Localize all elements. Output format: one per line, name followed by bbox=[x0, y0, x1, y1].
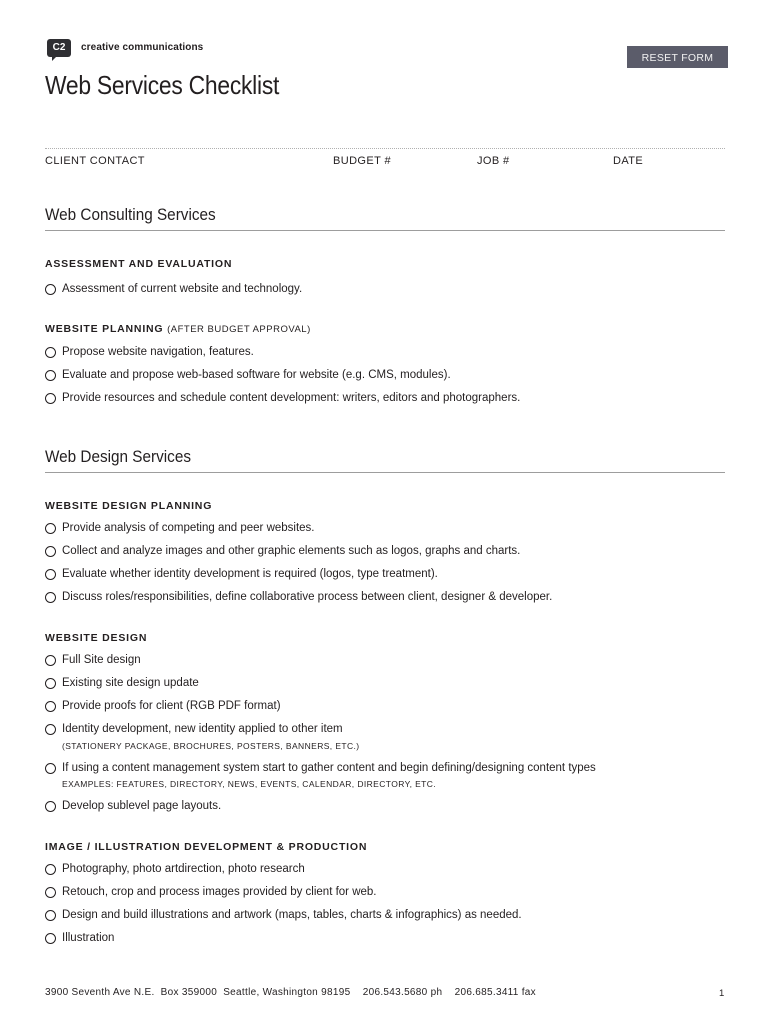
checklist-item bbox=[45, 762, 596, 774]
checklist-item bbox=[45, 863, 305, 875]
item-label: Collect and analyze images and other graphic elements such as logos, graphs and charts. bbox=[62, 545, 521, 557]
design-planning-heading: WEBSITE DESIGN PLANNING bbox=[45, 500, 213, 512]
checklist-item bbox=[45, 591, 552, 603]
radio-button[interactable] bbox=[45, 887, 56, 898]
item-label: Develop sublevel page layouts. bbox=[62, 800, 222, 812]
section-rule bbox=[45, 472, 725, 473]
website-planning-note: (AFTER BUDGET APPROVAL) bbox=[167, 324, 311, 335]
cms-note: EXAMPLES: FEATURES, DIRECTORY, NEWS, EVENTS, CALENDAR, DIRECTORY, ETC. bbox=[62, 779, 437, 789]
item-label: If using a content management system start to gather content and begin defining/designing content types bbox=[62, 762, 596, 774]
checklist-item bbox=[45, 346, 254, 358]
item-label: Evaluate whether identity development is required (logos, type treatment). bbox=[62, 568, 438, 580]
design-section-title: Web Design Services bbox=[45, 447, 191, 466]
radio-button[interactable] bbox=[45, 284, 56, 295]
consulting-section-title: Web Consulting Services bbox=[45, 205, 216, 224]
field-divider bbox=[45, 148, 725, 149]
client-contact-field[interactable]: CLIENT CONTACT bbox=[45, 155, 145, 167]
radio-button[interactable] bbox=[45, 546, 56, 557]
item-label: Evaluate and propose web-based software for website (e.g. CMS, modules). bbox=[62, 369, 451, 381]
radio-button[interactable] bbox=[45, 655, 56, 666]
brand-name: creative communications bbox=[81, 42, 204, 53]
radio-button[interactable] bbox=[45, 801, 56, 812]
radio-button[interactable] bbox=[45, 678, 56, 689]
item-label: Provide resources and schedule content development: writers, editors and photographers. bbox=[62, 392, 521, 404]
date-field[interactable]: DATE bbox=[613, 155, 644, 167]
checklist-item bbox=[45, 522, 315, 534]
item-label: Propose website navigation, features. bbox=[62, 346, 254, 358]
reset-form-button[interactable]: RESET FORM bbox=[627, 46, 728, 68]
checklist-item bbox=[45, 283, 302, 295]
page-title: Web Services Checklist bbox=[45, 70, 280, 100]
item-label: Provide proofs for client (RGB PDF format) bbox=[62, 700, 281, 712]
radio-button[interactable] bbox=[45, 864, 56, 875]
checklist-item bbox=[45, 886, 377, 898]
checklist-item bbox=[45, 568, 438, 580]
radio-button[interactable] bbox=[45, 347, 56, 358]
page-number: 1 bbox=[719, 988, 725, 999]
radio-button[interactable] bbox=[45, 910, 56, 921]
item-label: Retouch, crop and process images provided by client for web. bbox=[62, 886, 377, 898]
radio-button[interactable] bbox=[45, 393, 56, 404]
footer-address: 3900 Seventh Ave N.E. Box 359000 Seattle, Washington 98195 206.543.5680 ph 206.685.3411 fax bbox=[45, 987, 536, 998]
radio-button[interactable] bbox=[45, 701, 56, 712]
assessment-heading: ASSESSMENT AND EVALUATION bbox=[45, 258, 233, 270]
identity-note: (STATIONERY PACKAGE, BROCHURES, POSTERS, BANNERS, ETC.) bbox=[62, 741, 360, 751]
job-field[interactable]: JOB # bbox=[477, 155, 510, 167]
item-label: Provide analysis of competing and peer websites. bbox=[62, 522, 315, 534]
budget-field[interactable]: BUDGET # bbox=[333, 155, 392, 167]
checklist-item bbox=[45, 677, 199, 689]
image-illustration-heading: IMAGE / ILLUSTRATION DEVELOPMENT & PRODUCTION bbox=[45, 841, 368, 853]
c2-logo: C2 bbox=[47, 39, 71, 57]
radio-button[interactable] bbox=[45, 763, 56, 774]
website-planning-label: WEBSITE PLANNING bbox=[45, 323, 164, 335]
item-label: Illustration bbox=[62, 932, 115, 944]
radio-button[interactable] bbox=[45, 569, 56, 580]
checklist-item bbox=[45, 909, 522, 921]
checklist-item bbox=[45, 932, 114, 944]
checklist-item bbox=[45, 545, 520, 557]
radio-button[interactable] bbox=[45, 592, 56, 603]
item-label: Discuss roles/responsibilities, define collaborative process between client, designer & developer. bbox=[62, 591, 553, 603]
item-label: Assessment of current website and technology. bbox=[62, 283, 303, 295]
section-rule bbox=[45, 230, 725, 231]
checklist-item bbox=[45, 800, 221, 812]
website-planning-heading bbox=[45, 323, 311, 335]
item-label: Design and build illustrations and artwork (maps, tables, charts & infographics) as needed. bbox=[62, 909, 522, 921]
checklist-item bbox=[45, 369, 451, 381]
checklist-item bbox=[45, 723, 343, 735]
website-design-heading: WEBSITE DESIGN bbox=[45, 632, 148, 644]
radio-button[interactable] bbox=[45, 523, 56, 534]
checklist-item bbox=[45, 700, 281, 712]
item-label: Existing site design update bbox=[62, 677, 199, 689]
radio-button[interactable] bbox=[45, 933, 56, 944]
item-label: Full Site design bbox=[62, 654, 141, 666]
item-label: Photography, photo artdirection, photo research bbox=[62, 863, 305, 875]
checklist-item bbox=[45, 392, 520, 404]
radio-button[interactable] bbox=[45, 724, 56, 735]
logo-tail bbox=[52, 55, 58, 61]
radio-button[interactable] bbox=[45, 370, 56, 381]
checklist-item bbox=[45, 654, 141, 666]
item-label: Identity development, new identity applied to other item bbox=[62, 723, 343, 735]
